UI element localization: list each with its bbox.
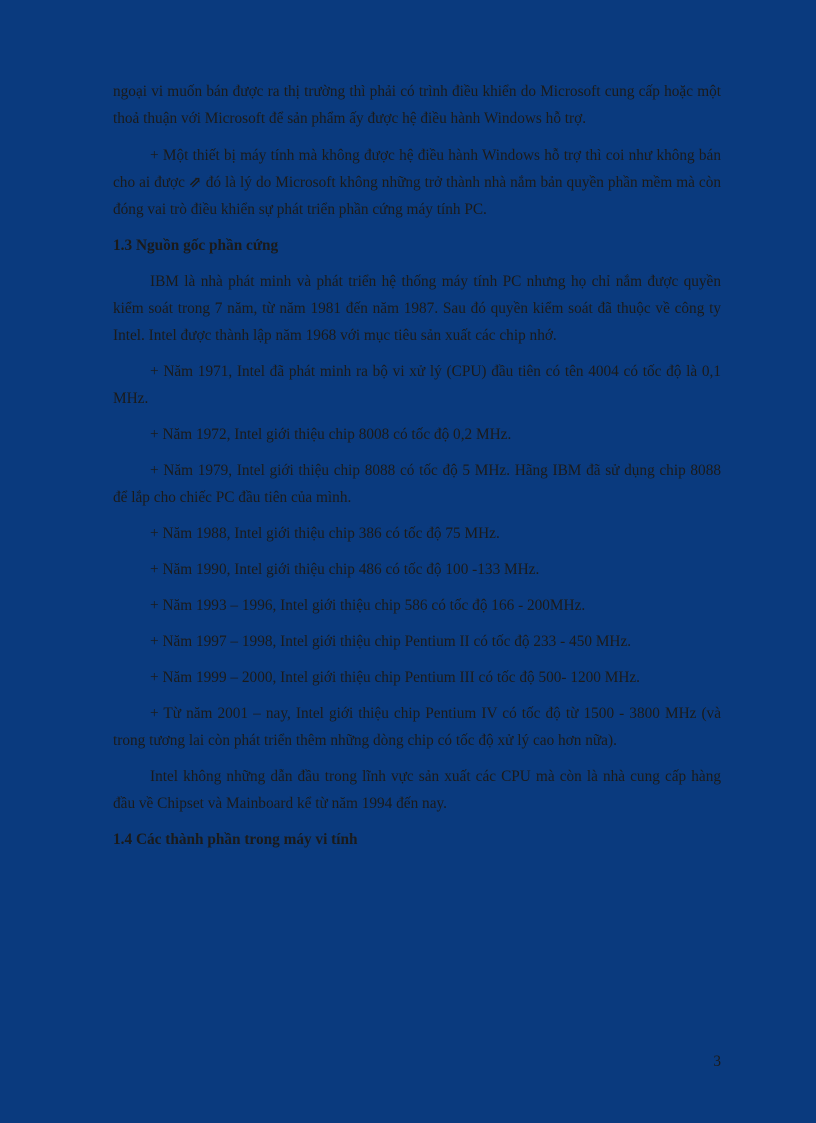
paragraph-continuation: ngoại vi muốn bán được ra thị trường thì phải có trình điều khiển do Microsoft cung cấp hoặc một thoả thuận với Microsoft để sản phẩm ấy được hệ điều hành Windows hỗ trợ. <box>113 83 721 127</box>
section-heading-1-4: 1.4 Các thành phần trong máy vi tính <box>113 831 358 848</box>
paragraph-windows-support <box>113 142 721 223</box>
list-item-1999: + Năm 1999 – 2000, Intel giới thiệu chip Pentium III có tốc độ 500- 1200 MHz. <box>150 669 640 686</box>
list-item-1972: + Năm 1972, Intel giới thiệu chip 8008 có tốc độ 0,2 MHz. <box>150 426 512 443</box>
list-item-1971: + Năm 1971, Intel đã phát minh ra bộ vi xử lý (CPU) đầu tiên có tên 4004 có tốc độ là 0,1 MHz. <box>113 363 721 407</box>
paragraph-windows-support-text-a: + Một thiết bị máy tính mà không được hệ điều hành Windows hỗ trợ thì coi như không bán cho ai được <box>113 147 721 191</box>
page-number: 3 <box>713 1053 721 1070</box>
list-item-1993: + Năm 1993 – 1996, Intel giới thiệu chip 586 có tốc độ 166 - 200MHz. <box>150 597 586 614</box>
section-heading-1-3: 1.3 Nguồn gốc phần cứng <box>113 237 279 254</box>
list-item-1990: + Năm 1990, Intel giới thiệu chip 486 có tốc độ 100 -133 MHz. <box>150 561 540 578</box>
list-item-1988: + Năm 1988, Intel giới thiệu chip 386 có tốc độ 75 MHz. <box>150 525 500 542</box>
list-item-2001: + Từ năm 2001 – nay, Intel giới thiệu chip Pentium IV có tốc độ từ 1500 - 3800 MHz (và trong tương lai còn phát triển thêm những dòng chip có tốc độ xử lý cao hơn nữa). <box>113 705 721 749</box>
document-body <box>113 78 721 862</box>
paragraph-windows-support-text-b: đó là lý do Microsoft không những trở thành nhà nắm bản quyền phần mềm mà còn đóng vai trò điều khiển sự phát triển phần cứng máy tính PC. <box>113 174 721 218</box>
list-item-1997: + Năm 1997 – 1998, Intel giới thiệu chip Pentium II có tốc độ 233 - 450 MHz. <box>150 633 632 650</box>
arrow-symbol-icon: ⇗ <box>188 174 202 191</box>
list-item-1979: + Năm 1979, Intel giới thiệu chip 8088 có tốc độ 5 MHz. Hãng IBM đã sử dụng chip 8088 để lắp cho chiếc PC đầu tiên của mình. <box>113 462 721 506</box>
section-1-3-closing: Intel không những dẫn đầu trong lĩnh vực sản xuất các CPU mà còn là nhà cung cấp hàng đầu về Chipset và Mainboard kể từ năm 1994 đến nay. <box>113 768 721 812</box>
section-1-3-intro: IBM là nhà phát minh và phát triển hệ thống máy tính PC nhưng họ chỉ nắm được quyền kiểm soát trong 7 năm, từ năm 1981 đến năm 1987. Sau đó quyền kiểm soát đã thuộc về công ty Intel. Intel được thành lập năm 1968 với mục tiêu sản xuất các chip nhớ. <box>113 273 721 344</box>
